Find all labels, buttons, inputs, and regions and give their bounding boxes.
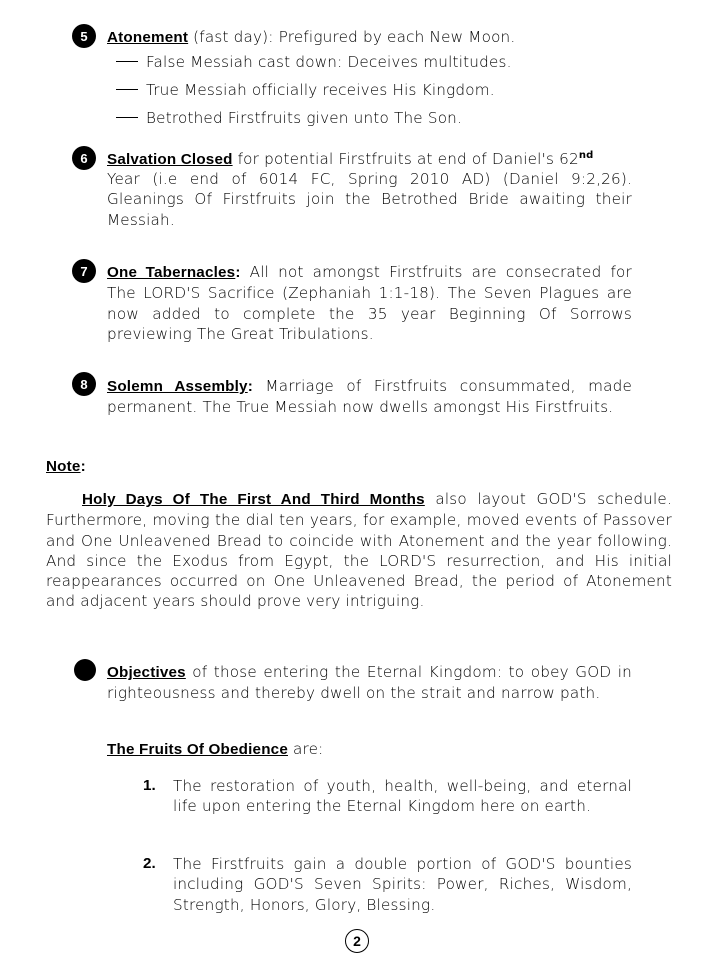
item-5-sub-2	[116, 80, 495, 100]
item-5-heading	[107, 27, 515, 48]
item-8-body	[107, 376, 632, 418]
item-number-badge-7: 7	[72, 259, 96, 283]
fruits-heading	[107, 739, 324, 760]
item-7-title: One Tabernacles	[107, 264, 236, 281]
dash-icon	[116, 61, 138, 63]
fruit-item-2: The Firstfruits gain a double portion of GOD'S bounties including GOD'S Seven Spirits: Power, Riches, Wisdom, Strength, Honors, Glory, Blessing.	[173, 855, 632, 914]
item-6-title: Salvation Closed	[107, 151, 233, 168]
page-number: 2	[345, 929, 369, 953]
item-number-badge-8: 8	[72, 372, 96, 396]
dash-icon	[116, 117, 138, 119]
objectives-body	[107, 662, 632, 704]
item-5-sub-1-text: False Messiah cast down: Deceives multitudes.	[146, 53, 512, 71]
dash-icon	[116, 89, 138, 91]
item-8-rest: Marriage of Firstfruits consummated, made permanent. The True Messiah now dwells amongst His Firstfruits.	[107, 377, 632, 417]
item-number-badge-5: 5	[72, 24, 96, 48]
note-text: also layout GOD'S schedule. Furthermore, moving the dial ten years, for example, moved events of Passover and One Unleavened Bread to coincide with Atonement and the year following. And since the Exodus from Egypt, the LORD'S resurrection, and His initial reappearances occurred on One Unleavened Bread, the period of Atonement and adjacent years should prove very intriguing.	[46, 490, 672, 611]
item-5-title: Atonement	[107, 29, 189, 46]
item-5-sub-1	[116, 52, 512, 72]
note-heading	[46, 456, 86, 477]
item-5-sub-3	[116, 108, 462, 128]
item-5-rest: (fast day): Prefigured by each New Moon.	[188, 28, 516, 46]
objectives-rest: of those entering the Eternal Kingdom: to obey GOD in righteousness and thereby dwell on the strait and narrow path.	[107, 663, 632, 703]
item-6-heading	[107, 149, 594, 170]
fruit-number-1: 1.	[143, 777, 156, 794]
item-8-colon: :	[247, 378, 253, 395]
item-7-body	[107, 262, 632, 344]
fruit-number-2: 2.	[143, 855, 156, 872]
fruits-title: The Fruits Of Obedience	[107, 741, 288, 758]
bullet-icon	[74, 659, 96, 681]
item-8-title: Solemn Assembly	[107, 378, 248, 395]
item-5-sub-2-text: True Messiah officially receives His Kingdom.	[146, 81, 495, 99]
item-7-colon: :	[235, 264, 241, 281]
item-7-rest: All not amongst Firstfruits are consecrated for The LORD'S Sacrifice (Zephaniah 1:1-18). The Seven Plagues are now added to complete the 35 year Beginning Of Sorrows previewing The Great Tribulations.	[107, 263, 632, 343]
item-number-badge-6: 6	[72, 146, 96, 170]
note-lead: Holy Days Of The First And Third Months	[82, 491, 425, 508]
item-6-sup: nd	[578, 149, 594, 161]
item-6-body: Year (i.e end of 6014 FC, Spring 2010 AD) (Daniel 9:2,26). Gleanings Of Firstfruits join the Betrothed Bride awaiting their Messiah.	[107, 170, 632, 229]
fruits-rest: are:	[287, 740, 324, 758]
objectives-title: Objectives	[107, 664, 186, 681]
note-colon: :	[80, 458, 86, 475]
item-5-sub-3-text: Betrothed Firstfruits given unto The Son.	[146, 109, 463, 127]
note-paragraph	[46, 489, 672, 612]
item-6-first-rest: for potential Firstfruits at end of Daniel's 62	[232, 150, 579, 168]
fruit-item-1: The restoration of youth, health, well-being, and eternal life upon entering the Eternal Kingdom here on earth.	[173, 777, 632, 816]
note-label: Note	[46, 458, 81, 475]
